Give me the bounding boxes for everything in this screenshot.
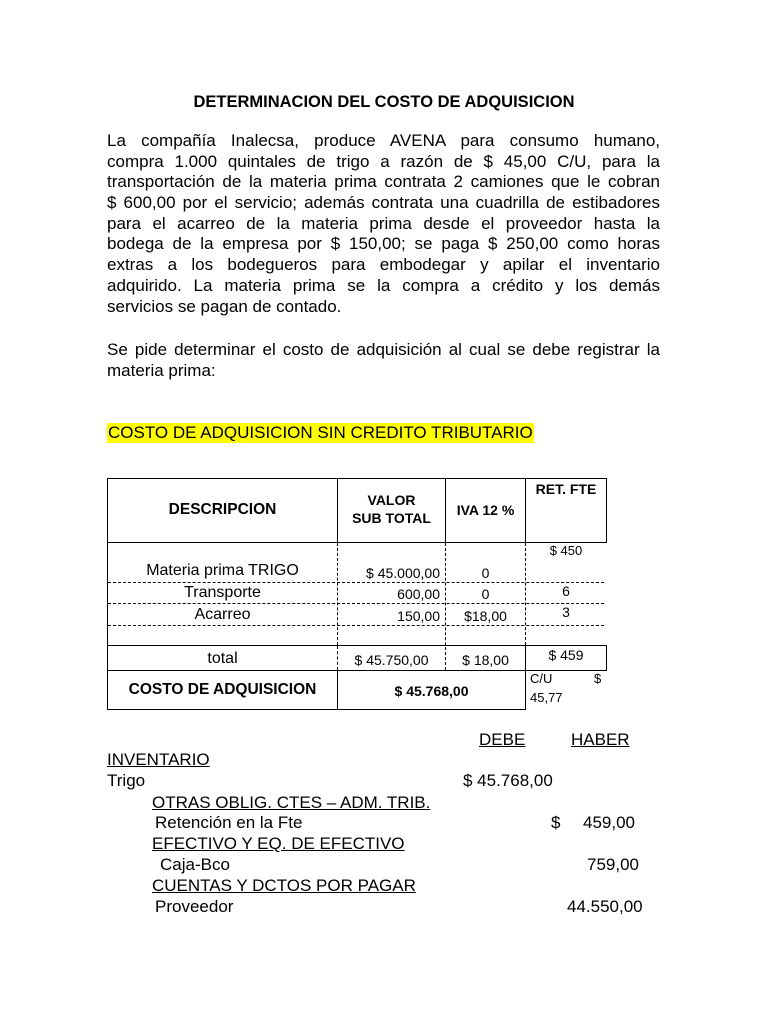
cu-dollar: $: [594, 671, 602, 686]
total-label: total: [207, 650, 238, 667]
paragraph-line: transportación de la materia prima contrata 2 camiones que le cobran: [107, 172, 660, 192]
paragraph-line: bodega de la empresa por $ 150,00; se paga $ 250,00 como horas: [107, 234, 660, 254]
header-ret-fte: RET. FTE: [535, 481, 597, 497]
subaccount-trigo: Trigo: [107, 771, 146, 790]
trigo-amount: $ 45.768,00: [463, 771, 553, 790]
total-ret: $ 459: [548, 647, 584, 663]
page-title: DETERMINACION DEL COSTO DE ADQUISICION: [193, 93, 575, 111]
debe-header: DEBE: [479, 730, 526, 749]
subaccount-proveedor: Proveedor: [155, 897, 234, 916]
paragraph-line: extras a los bodegueros para embodegar y apilar el inventario: [107, 255, 660, 275]
account-inventario: INVENTARIO: [107, 750, 210, 769]
costo-label: COSTO DE ADQUISICION: [128, 681, 317, 698]
account-cuentas: CUENTAS Y DCTOS POR PAGAR: [152, 876, 416, 895]
section-heading: COSTO DE ADQUISICION SIN CREDITO TRIBUTARIO: [108, 423, 533, 442]
row-ret: 3: [562, 604, 570, 620]
header-valor-line2: SUB TOTAL: [352, 510, 431, 526]
row-valor: $ 45.000,00: [366, 565, 440, 581]
paragraph-line: Se pide determinar el costo de adquisición al cual se debe registrar la: [107, 340, 660, 359]
subaccount-retencion: Retención en la Fte: [155, 813, 303, 832]
retencion-dollar: $: [551, 813, 561, 832]
haber-header: HABER: [571, 730, 630, 749]
subaccount-caja: Caja-Bco: [160, 855, 230, 874]
costo-valor: $ 45.768,00: [394, 683, 469, 699]
row-iva: 0: [481, 565, 490, 581]
instruction-paragraph: [107, 340, 660, 381]
row-desc: Materia prima TRIGO: [146, 562, 299, 579]
row-iva: $18,00: [464, 608, 507, 624]
header-valor-line1: VALOR: [367, 492, 416, 508]
total-valor: $ 45.750,00: [354, 652, 429, 668]
caja-amount: 759,00: [587, 855, 639, 874]
paragraph-line: materia prima:: [107, 360, 216, 380]
account-otras-oblig: OTRAS OBLIG. CTES – ADM. TRIB.: [152, 793, 431, 812]
cu-value: 45,77: [530, 690, 563, 705]
total-iva: $ 18,00: [462, 652, 509, 668]
paragraph-line: para el acarreo de la materia prima desde el proveedor hasta la: [107, 213, 660, 233]
paragraph-line: $ 600,00 por el servicio; además contrata una cuadrilla de estibadores: [107, 193, 660, 213]
account-efectivo: EFECTIVO Y EQ. DE EFECTIVO: [152, 834, 405, 853]
retencion-amount: 459,00: [583, 813, 635, 832]
row-iva: 0: [481, 586, 490, 602]
paragraph-line: adquirido. La materia prima se la compra a crédito y los demás: [107, 275, 660, 295]
paragraph-line: servicios se pagan de contado.: [107, 296, 342, 316]
proveedor-amount: 44.550,00: [567, 897, 643, 916]
header-descripcion: DESCRIPCION: [168, 501, 277, 518]
row-desc: Acarreo: [194, 606, 251, 623]
ret-first-value: $ 450: [549, 543, 583, 558]
row-valor: 150,00: [397, 608, 440, 624]
row-desc: Transporte: [184, 584, 261, 601]
problem-paragraph: [107, 131, 660, 317]
row-ret: 6: [562, 583, 570, 599]
paragraph-line: compra 1.000 quintales de trigo a razón de $ 45,00 C/U, para la: [107, 151, 660, 171]
header-iva: IVA 12 %: [456, 502, 515, 518]
paragraph-line: La compañía Inalecsa, produce AVENA para consumo humano,: [107, 131, 660, 150]
cu-label: C/U: [530, 671, 553, 686]
row-valor: 600,00: [397, 586, 440, 602]
